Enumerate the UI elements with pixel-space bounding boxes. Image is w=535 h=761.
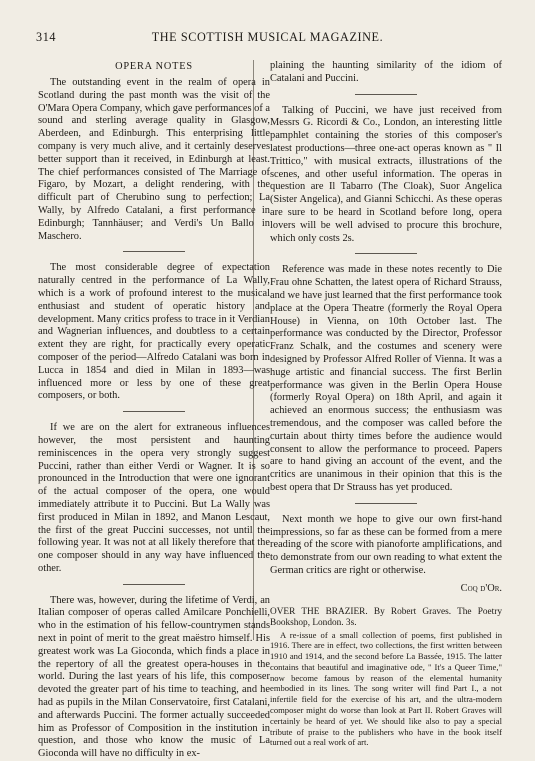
paragraph: Next month we hope to give our own first-hand impressions, so far as these can be formed from a mere reading of the score with pianoforte amplifications, and to demonstrate from our own reading to what extent the German critics are right or otherwise. <box>270 513 502 576</box>
review-text: A re-issue of a small collection of poems, first published in 1916. There are in effect, two collections, the first written between 1910 and 1914, and the second before La Bassée, 1915. The latter contains that beautiful and imaginative ode, " It's a Queer Time," now become famous by reason of the elemental humanity embodied in its lines. The song writer will find Part I., a not infertile field for the exercise of his art, and the ultra-modern composer might do worse than look at Part II. Robert Graves will certainly be heard of yet. We should like also to pay a special tribute of praise to the publishers who have in the book itself turned out a real work of art. <box>270 629 502 748</box>
left-column <box>38 60 270 761</box>
author-signature: Coq d'Or. <box>460 582 502 594</box>
separator <box>123 251 185 252</box>
paragraph: The most considerable degree of expectation naturally centred in the performance of La Wally, which is a work of profound interest to the musical enthusiast and student of operatic history and development. Many critics profess to trace in it Verdian and Wagnerian influences, and doubtless to a certain extent they are right, for practically every operatic composer of the period—Alfredo Catalani was born in Lucca in 1854 and died in Milan in 1893—was influenced more or less by one of these great composers, or both. <box>38 262 270 402</box>
book-review <box>270 607 502 749</box>
right-column <box>270 60 502 748</box>
paragraph: If we are on the alert for extraneous influences however, the most persistent and haunting reminiscences in the opera very strongly suggest Puccini, rather than either Verdi or Wagner. It is so pronounced in the Introduction that were one ignorant of the actual composer of the opera, one would immediately attribute it to Puccini. But La Wally was first produced in Milan in 1892, and Manon Lescaut, the first of the great Puccini successes, not until the following year. It was not at all likely therefore that the one composer should in any way have influenced the other. <box>38 422 270 574</box>
running-head <box>36 30 499 46</box>
separator <box>123 584 185 585</box>
separator <box>355 253 417 254</box>
paragraph: The outstanding event in the realm of opera in Scotland during the past month was the visit of the O'Mara Opera Company, which gave performances of a sound and sterling average quality in Glasgow, Aberdeen, and Edinburgh. This enterprising little company is very much alive, and it certainly deserves better support than it received, in Edinburgh at least. The chief performances consisted of The Marriage of Figaro, by Mozart, a delight rendering, with the difficult part of Cherubino sung to perfection; La Wally, by Alfredo Catalani, a first performance in Edinburgh; Tannhäuser; and Verdi's Un Ballo in Maschero. <box>38 77 271 242</box>
magazine-title: THE SCOTTISH MUSICAL MAGAZINE. <box>151 30 384 44</box>
separator <box>355 94 417 95</box>
paragraph: plaining the haunting similarity of the idiom of Catalani and Puccini. <box>270 60 502 84</box>
page-number: 314 <box>36 30 57 44</box>
review-title: OVER THE BRAZIER. By Robert Graves. The Poetry Bookshop, London. 3s. <box>270 606 502 629</box>
separator <box>355 503 417 504</box>
paragraph: There was, however, during the lifetime of Verdi, an Italian composer of operas called Amilcare Ponchielli, who in the estimation of his fellow-countrymen stands next in point of merit to the great maëstro himself. His greatest work was La Gioconda, which finds a place in the repertory of all the greatest opera-houses in the world. During the last years of his life, this composer devoted the greater part of his time to teaching, and he had as pupils in the Milan Conservatoire, first Catalani, and afterwards Puccini. The former actually succeeded him as Professor of Composition in the institution in question, and those who know the music of La Gioconda will have no difficulty in ex- <box>38 594 270 760</box>
paragraph: Reference was made in these notes recently to Die Frau ohne Schatten, the latest opera of Richard Strauss, and we have just learned that the first performance took place at the Opera Theatre (formerly the Royal Opera House) in Vienna, on 10th October last. The performance was conducted by the Director, Professor Franz Schalk, and the costumes and scenery were designed by Professor Alfred Roller of Vienna. It was a huge artistic and financial success. The first Berlin performance was given in the Berlin Opera House (formerly Royal Opera) on 18th April, and again it achieved an enormous success; the enthusiasm was tremendous, and the composer was called before the curtain about thirty times before the audience would consent to allow the performance to proceed. Papers are to hand giving an account of the event, and the critics are unanimous in their opinion that this is the best opera that Dr Strauss has yet produced. <box>270 264 502 493</box>
separator <box>123 411 185 412</box>
paragraph: Talking of Puccini, we have just received from Messrs G. Ricordi & Co., London, an interesting little pamphlet containing the stories of this composer's latest productions—three one-act operas known as " Il Trittico," with musical extracts, illustrations of the scenes, and other useful information. The operas in question are Il Tabarro (The Cloak), Suor Angelica (Sister Angelica), and Gianni Schicchi. As these operas are sure to be heard in Scotland before long, opera lovers will be well advised to procure this brochure, which only costs 2s. <box>270 104 502 244</box>
section-heading: OPERA NOTES <box>115 61 193 72</box>
